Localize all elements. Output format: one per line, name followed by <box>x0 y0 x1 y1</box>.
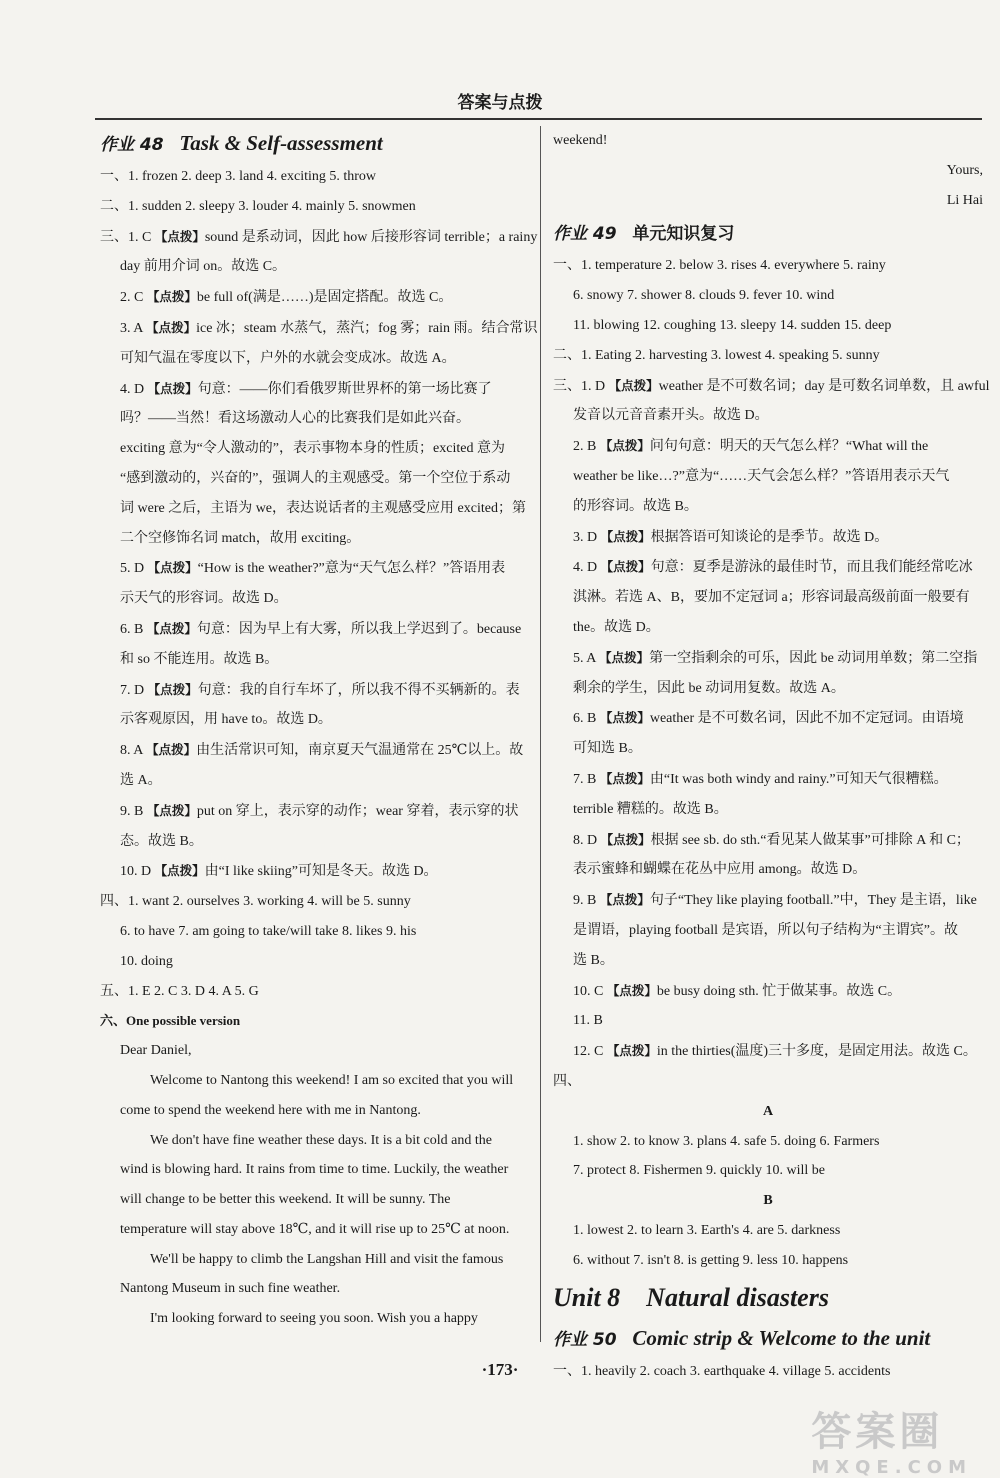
section-title: 单元知识复习 <box>632 224 735 245</box>
explanation-line <box>553 1006 983 1036</box>
right-column <box>553 126 990 1387</box>
explanation-text: day 前用介词 on。故选 C。 <box>120 259 287 275</box>
section-number: 作业 48 <box>100 135 164 155</box>
letter-greeting: Dear Daniel, <box>120 1043 192 1059</box>
hint-tag: 【点拨】 <box>147 681 198 697</box>
explanation-text: terrible 糟糕的。故选 B。 <box>573 801 728 817</box>
explanation-text: weather be like…?”意为“……天气会怎么样？”答语用表示天气 <box>573 468 950 484</box>
explanation-line <box>553 371 990 402</box>
question-answer: 10. C <box>573 983 607 999</box>
explanation-text: 问句句意：明天的天气怎么样？“What will the <box>649 439 929 455</box>
explanation-line <box>553 825 983 856</box>
explanation-line <box>100 434 532 464</box>
explanation-text: 的形容词。故选 B。 <box>573 498 698 514</box>
section-number: 作业 50 <box>553 1330 617 1351</box>
hint-tag: 【点拨】 <box>146 319 197 335</box>
watermark-url: MXQE.COM <box>811 1457 972 1478</box>
answer-line: 二、1. Eating 2. harvesting 3. lowest 4. speaking 5. sunny <box>553 347 880 363</box>
explanation-text: 由“I like skiing”可知是冬天。故选 D。 <box>204 864 438 880</box>
explanation-text: 句意：——你们看俄罗斯世界杯的第一场比赛了 <box>197 381 492 397</box>
section-title: Task & Self-assessment <box>179 131 383 155</box>
explanation-line <box>553 431 983 462</box>
answer-line: 一、1. temperature 2. below 3. rises 4. everywhere 5. rainy <box>553 258 886 274</box>
hint-tag: 【点拨】 <box>599 710 650 726</box>
explanation-line <box>553 522 983 553</box>
section-heading-48 <box>100 126 532 162</box>
answer-line: 6. to have 7. am going to take/will take 8. likes 9. his <box>120 923 417 939</box>
question-answer: 7. B <box>573 771 600 787</box>
explanation-line <box>100 464 532 494</box>
question-answer: 7. D <box>120 682 148 698</box>
explanation-text: 词 were 之后，主语为 we，表达说话者的主观感受应用 excited；第 <box>120 500 526 516</box>
header-rule <box>95 118 982 120</box>
letter-end: weekend! <box>553 133 608 148</box>
explanation-line <box>553 795 983 825</box>
explanation-line <box>100 252 532 282</box>
explanation-text: 由生活常识可知，南京夏天气温通常在 25℃以上。故 <box>196 743 524 759</box>
subpart-a-label: A <box>762 1103 774 1119</box>
hint-tag: 【点拨】 <box>154 228 205 244</box>
explanation-line <box>100 705 532 735</box>
question-answer: 2. B <box>573 439 600 455</box>
hint-tag: 【点拨】 <box>147 560 198 576</box>
column-divider <box>540 126 541 1342</box>
question-answer: 8. D <box>573 832 601 848</box>
explanation-line <box>100 614 532 645</box>
explanation-text: 和 so 不能连用。故选 B。 <box>120 651 279 667</box>
question-answer: 8. A <box>120 743 147 759</box>
explanation-line <box>553 492 983 522</box>
explanation-text: 由“It was both windy and rainy.”可知天气很糟糕。 <box>649 771 948 787</box>
explanation-text: sound 是系动词，因此 how 后接形容词 terrible；a rainy <box>204 229 538 245</box>
left-column <box>100 126 538 1334</box>
explanation-line <box>100 645 532 675</box>
question-answer: 3. D <box>573 529 601 545</box>
explanation-line <box>553 703 983 734</box>
explanation-line <box>100 313 538 344</box>
hint-tag: 【点拨】 <box>146 289 197 305</box>
question-answer: 5. D <box>120 561 148 577</box>
explanation-text: 表示蜜蜂和蝴蝶在花丛中应用 among。故选 D。 <box>573 862 867 878</box>
answer-line: 一、1. heavily 2. coach 3. earthquake 4. village 5. accidents <box>553 1364 891 1380</box>
question-answer: 4. D <box>120 381 148 397</box>
question-answer: 6. B <box>573 711 600 727</box>
explanation-text: be busy doing sth. 忙于做某事。故选 C。 <box>656 983 902 999</box>
explanation-line <box>100 796 532 827</box>
hint-tag: 【点拨】 <box>606 1043 657 1059</box>
question-answer: 三、1. D <box>553 378 609 394</box>
explanation-text: put on 穿上，表示穿的动作；wear 穿着，表示穿的状 <box>196 803 519 819</box>
explanation-line <box>100 735 532 766</box>
letter-line: come to spend the weekend here with me in Nantong. <box>120 1102 421 1118</box>
hint-tag: 【点拨】 <box>599 770 650 786</box>
explanation-line <box>553 946 983 976</box>
explanation-text: 根据答语可知谈论的是季节。故选 D。 <box>650 529 889 545</box>
explanation-line <box>553 885 983 916</box>
question-answer: 3. A <box>120 320 147 336</box>
explanation-text: 可知选 B。 <box>573 741 642 757</box>
explanation-text: 第一空指剩余的可乐，因此 be 动词用单数；第二空指 <box>649 650 978 666</box>
explanation-line <box>553 401 983 431</box>
hint-tag: 【点拨】 <box>599 649 650 665</box>
answer-line: 10. doing <box>120 953 173 969</box>
explanation-text: 选 A。 <box>120 772 162 788</box>
part4-label: 四、 <box>553 1073 581 1089</box>
question-answer: 11. B <box>573 1013 603 1029</box>
sample-essay-label: 六、One possible version <box>100 1013 241 1029</box>
letter-line: We don't have fine weather these days. It is a bit cold and the <box>150 1132 492 1148</box>
header-title: 答案与点拨 <box>457 93 543 113</box>
question-answer: 10. D <box>120 864 155 880</box>
explanation-text: be full of(满是……)是固定搭配。故选 C。 <box>196 290 453 306</box>
question-answer: 5. A <box>573 650 600 666</box>
explanation-line <box>553 855 983 885</box>
answer-line: 6. snowy 7. shower 8. clouds 9. fever 10. wind <box>573 288 835 304</box>
answer-line: 四、1. want 2. ourselves 3. working 4. will be 5. sunny <box>100 894 411 910</box>
explanation-line <box>553 1036 983 1067</box>
explanation-text: the。故选 D。 <box>573 619 660 635</box>
explanation-text: 发音以元音音素开头。故选 D。 <box>573 408 769 424</box>
hint-tag: 【点拨】 <box>146 620 197 636</box>
question-answer: 6. B <box>120 621 147 637</box>
hint-tag: 【点拨】 <box>154 863 205 879</box>
hint-tag: 【点拨】 <box>606 982 657 998</box>
explanation-text: 根据 see sb. do sth.“看见某人做某事”可排除 A 和 C； <box>650 832 970 848</box>
explanation-line <box>100 553 532 584</box>
question-answer: 9. B <box>120 803 147 819</box>
explanation-line <box>100 675 532 706</box>
explanation-list <box>100 222 538 888</box>
page-number: ·173· <box>481 1360 519 1379</box>
hint-tag: 【点拨】 <box>600 831 651 847</box>
letter-line: will change to be better this weekend. It will be sunny. The <box>120 1192 451 1208</box>
letter-line: temperature will stay above 18℃, and it will rise up to 25℃ at noon. <box>120 1221 510 1237</box>
explanation-line <box>100 344 532 374</box>
hint-tag: 【点拨】 <box>147 380 198 396</box>
explanation-line <box>100 856 532 887</box>
hint-tag: 【点拨】 <box>600 559 651 575</box>
explanation-text: 示天气的形容词。故选 D。 <box>120 591 288 607</box>
explanation-line <box>100 494 532 524</box>
answer-line: 7. protect 8. Fishermen 9. quickly 10. will be <box>573 1163 825 1179</box>
section-heading-50 <box>553 1321 983 1357</box>
explanation-line <box>553 976 983 1007</box>
explanation-text: exciting 意为“令人激动的”，表示事物本身的性质；excited 意为 <box>120 441 505 457</box>
hint-tag: 【点拨】 <box>599 892 650 908</box>
explanation-text: weather 是不可数名词；day 是可数名词单数，且 awful <box>658 378 990 394</box>
explanation-line <box>553 734 983 764</box>
subpart-b-label: B <box>763 1193 773 1209</box>
explanation-line <box>553 462 983 492</box>
explanation-text: 示客观原因，用 have to。故选 D。 <box>120 712 332 728</box>
letter-closing: Yours, <box>946 162 983 178</box>
question-answer: 三、1. C <box>100 229 155 245</box>
answer-line: 11. blowing 12. coughing 13. sleepy 14. sudden 15. deep <box>573 317 892 333</box>
explanation-text: weather 是不可数名词，因此不加不定冠词。由语境 <box>649 711 964 727</box>
hint-tag: 【点拨】 <box>599 438 650 454</box>
explanation-text: 选 B。 <box>573 952 614 968</box>
answer-line: 二、1. sudden 2. sleepy 3. louder 4. mainly 5. snowmen <box>100 198 416 214</box>
explanation-line <box>100 766 532 796</box>
letter-signature: Li Hai <box>946 192 983 208</box>
explanation-line <box>100 524 532 554</box>
explanation-line <box>100 222 538 253</box>
watermark-logo <box>811 1400 972 1478</box>
unit-title: Unit 8 Natural disasters <box>553 1283 829 1313</box>
explanation-text: 句意：我的自行车坏了，所以我不得不买辆新的。表 <box>197 682 520 698</box>
explanation-text: 句意：因为早上有大雾，所以我上学迟到了。because <box>196 621 522 637</box>
section-title: Comic strip & Welcome to the unit <box>632 1326 931 1351</box>
explanation-text: 句子“They like playing football.”中，They 是主语，like <box>649 893 977 909</box>
question-answer: 9. B <box>573 893 600 909</box>
watermark-text: 答案圈 <box>811 1409 944 1455</box>
explanation-text: 二个空修饰名词 match，故用 exciting。 <box>120 530 361 546</box>
explanation-line <box>553 613 983 643</box>
explanation-text: 可知气温在零度以下，户外的水就会变成冰。故选 A。 <box>120 350 456 366</box>
explanation-line <box>553 583 983 613</box>
question-answer: 4. D <box>573 560 601 576</box>
explanation-line <box>100 404 532 434</box>
letter-line: We'll be happy to climb the Langshan Hill and visit the famous <box>150 1251 504 1267</box>
explanation-line <box>553 764 983 795</box>
explanation-text: 淇淋。若选 A、B，要加不定冠词 a；形容词最高级前面一般要有 <box>573 590 970 606</box>
explanation-text: 态。故选 B。 <box>120 833 203 849</box>
question-answer: 2. C <box>120 290 147 306</box>
explanation-text: 剩余的学生，因此 be 动词用复数。故选 A。 <box>573 680 845 696</box>
explanation-line <box>553 643 983 674</box>
explanation-text: in the thirties(温度)三十多度，是固定用法。故选 C。 <box>656 1044 977 1060</box>
answer-line: 1. lowest 2. to learn 3. Earth's 4. are 5. darkness <box>573 1222 841 1238</box>
answer-line: 一、1. frozen 2. deep 3. land 4. exciting 5. throw <box>100 169 377 184</box>
answer-line: 五、1. E 2. C 3. D 4. A 5. G <box>100 983 259 999</box>
explanation-text: “How is the weather?”意为“天气怎么样？”答语用表 <box>197 561 506 577</box>
question-answer: 12. C <box>573 1044 607 1060</box>
explanation-line <box>553 916 983 946</box>
explanation-line <box>100 282 532 313</box>
explanation-line <box>553 552 983 583</box>
explanation-text: ice 冰；steam 水蒸气，蒸汽；fog 雾；rain 雨。结合常识 <box>196 320 538 336</box>
section-number: 作业 49 <box>553 224 617 245</box>
letter-line: I'm looking forward to seeing you soon. Wish you a happy <box>150 1311 478 1327</box>
explanation-line <box>100 584 532 614</box>
explanation-line <box>553 674 983 704</box>
answer-line: 6. without 7. isn't 8. is getting 9. less 10. happens <box>573 1252 849 1268</box>
explanation-text: “感到激动的，兴奋的”，强调人的主观感受。第一个空位于系动 <box>120 470 511 486</box>
explanation-text: 是谓语，playing football 是宾语，所以句子结构为“主谓宾”。故 <box>573 922 958 938</box>
hint-tag: 【点拨】 <box>608 377 659 393</box>
hint-tag: 【点拨】 <box>146 742 197 758</box>
letter-line: Nantong Museum in such fine weather. <box>120 1281 341 1297</box>
explanation-line <box>100 374 532 405</box>
hint-tag: 【点拨】 <box>146 802 197 818</box>
letter-line: wind is blowing hard. It rains from time to time. Luckily, the weather <box>120 1162 509 1178</box>
explanation-text: 句意：夏季是游泳的最佳时节，而且我们能经常吃冰 <box>650 560 973 576</box>
explanation-list <box>553 371 990 1067</box>
section-heading-49 <box>553 215 983 251</box>
explanation-line <box>100 827 532 857</box>
hint-tag: 【点拨】 <box>600 528 651 544</box>
letter-line: Welcome to Nantong this weekend! I am so excited that you will <box>150 1072 514 1088</box>
answer-line: 1. show 2. to know 3. plans 4. safe 5. doing 6. Farmers <box>573 1133 880 1149</box>
explanation-text: 吗？——当然！看这场激动人心的比赛我们是如此兴奋。 <box>120 411 470 427</box>
